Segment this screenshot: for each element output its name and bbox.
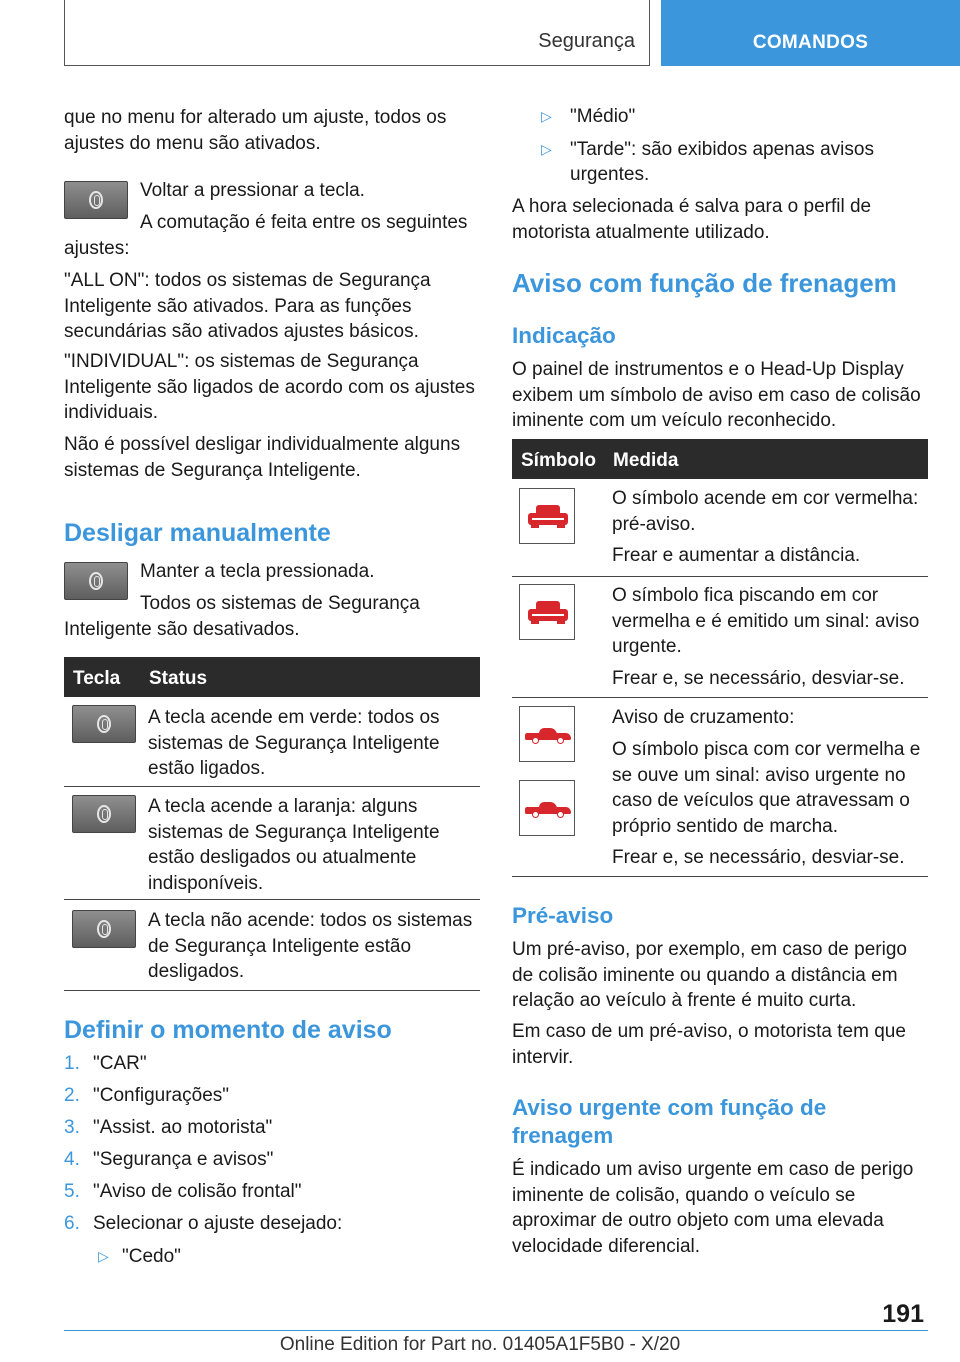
row-divider: [64, 786, 480, 787]
step-number: 1.: [64, 1053, 80, 1074]
crossing-car-icon: [519, 780, 575, 836]
col-measure: Medida: [613, 450, 679, 471]
urgent-warning-text: É indicado um aviso urgente em caso de perigo iminente de colisão, quando o veículo se aproximar de outro objeto com uma elevada velocidade diferencial.: [512, 1159, 914, 1257]
step-number: 4.: [64, 1149, 80, 1170]
pre-warning-text: Um pré-aviso, por exemplo, em caso de perigo de colisão iminente ou quando a distância em relação ao veículo à frente é muito curta.: [512, 939, 907, 1011]
step-text: "Configurações": [93, 1085, 230, 1106]
crossing-symbol-text: O símbolo pisca com cor vermelha e se ouve um sinal: aviso urgente no caso de veículos que atravessam o próprio sentido de marcha.: [612, 739, 921, 837]
header-section-box: [64, 0, 650, 66]
cannot-disable-text: Não é possível desligar individualmente alguns sistemas de Segurança Inteligente.: [64, 434, 461, 481]
symbol-measure-table-header: [512, 439, 928, 479]
step-number: 2.: [64, 1085, 80, 1106]
crossing-action-text: Frear e, se necessário, desviar-se.: [612, 847, 905, 868]
header-section-title: Segurança: [538, 30, 635, 52]
heading-urgent-warning: Aviso urgente com função de frenagem: [512, 1095, 827, 1148]
intro-paragraph: que no menu for alterado um ajuste, todos os ajustes do menu são ativados.: [64, 107, 447, 154]
crossing-car-icon: [519, 706, 575, 762]
car-front-warning-icon: [519, 488, 575, 544]
sub-option-text: "Médio": [570, 106, 636, 127]
step-number: 5.: [64, 1181, 80, 1202]
key-green-icon: [72, 705, 136, 743]
row-divider: [64, 899, 480, 900]
heading-indication: Indicação: [512, 323, 616, 348]
pre-warning-action-text: Frear e aumentar a distância.: [612, 545, 861, 566]
row-divider: [512, 697, 928, 698]
press-again-text: Voltar a pressionar a tecla.: [140, 180, 365, 201]
key-orange-icon: [72, 795, 136, 833]
row-divider: [512, 876, 928, 877]
table-row: A tecla acende a laranja: alguns sistemas de Segurança Inteligente estão desligados ou atualmente indisponíveis.: [148, 796, 440, 894]
bullet-triangle-icon: ▷: [541, 108, 552, 124]
table-row: A tecla não acende: todos os sistemas de Segurança Inteligente estão desligados.: [148, 910, 473, 982]
heading-brake-warning: Aviso com função de frenagem: [512, 268, 897, 298]
toggle-settings-text: A comutação é feita entre os seguintes ajustes:: [64, 212, 468, 259]
step-text: "Assist. ao motorista": [93, 1117, 273, 1138]
step-text: "Aviso de colisão frontal": [93, 1181, 302, 1202]
footer-divider: [64, 1330, 928, 1331]
step-text: Selecionar o ajuste desejado:: [93, 1213, 343, 1234]
sub-option-text: "Cedo": [122, 1246, 181, 1267]
row-divider: [64, 990, 480, 991]
col-symbol: Símbolo: [521, 450, 596, 471]
header-chapter-title: COMANDOS: [752, 32, 869, 53]
heading-manual-off: Desligar manualmente: [64, 519, 331, 547]
step-text: "Segurança e avisos": [93, 1149, 274, 1170]
crossing-title-text: Aviso de cruzamento:: [612, 707, 795, 728]
col-key: Tecla: [73, 668, 121, 689]
car-front-warning-icon: [519, 584, 575, 640]
urgent-symbol-text: O símbolo fica piscando em cor vermelha e é emitido um sinal: aviso urgente.: [612, 585, 920, 657]
row-divider: [512, 576, 928, 577]
sub-option-text: "Tarde": são exibidos apenas avisos urgentes.: [570, 139, 874, 185]
urgent-action-text: Frear e, se necessário, desviar-se.: [612, 668, 905, 689]
hold-key-text: Manter a tecla pressionada.: [140, 561, 375, 582]
all-on-text: "ALL ON": todos os sistemas de Segurança Inteligente são ativados. Para as funções secundárias são ativados ajustes básicos.: [64, 270, 431, 342]
page-number: 191: [882, 1300, 924, 1328]
heading-pre-warning: Pré-aviso: [512, 903, 614, 928]
driver-intervene-text: Em caso de um pré-aviso, o motorista tem que intervir.: [512, 1021, 906, 1068]
step-text: "CAR": [93, 1053, 147, 1074]
key-off-icon: [72, 910, 136, 948]
step-number: 3.: [64, 1117, 80, 1138]
profile-saved-text: A hora selecionada é salva para o perfil de motorista atualmente utilizado.: [512, 196, 872, 243]
bullet-triangle-icon: ▷: [541, 141, 552, 157]
individual-text: "INDIVIDUAL": os sistemas de Segurança Inteligente são ligados de acordo com os ajustes individuais.: [64, 351, 475, 423]
col-status: Status: [149, 668, 208, 689]
bullet-triangle-icon: ▷: [98, 1248, 109, 1264]
table-row: A tecla acende em verde: todos os sistemas de Segurança Inteligente estão ligados.: [148, 707, 440, 779]
header-chapter-tab: [661, 0, 960, 66]
footer-edition: Online Edition for Part no. 01405A1F5B0 - X/20: [279, 1334, 681, 1355]
key-status-table-header: [64, 657, 480, 697]
step-number: 6.: [64, 1213, 80, 1234]
heading-warning-moment: Definir o momento de aviso: [64, 1016, 392, 1044]
all-disabled-text: Todos os sistemas de Segurança Inteligente são desativados.: [64, 593, 420, 640]
pre-warning-symbol-text: O símbolo acende em cor vermelha: pré-aviso.: [612, 488, 919, 535]
indication-text: O painel de instrumentos e o Head-Up Display exibem um símbolo de aviso em caso de colisão iminente com um veículo reconhecido.: [512, 359, 921, 431]
